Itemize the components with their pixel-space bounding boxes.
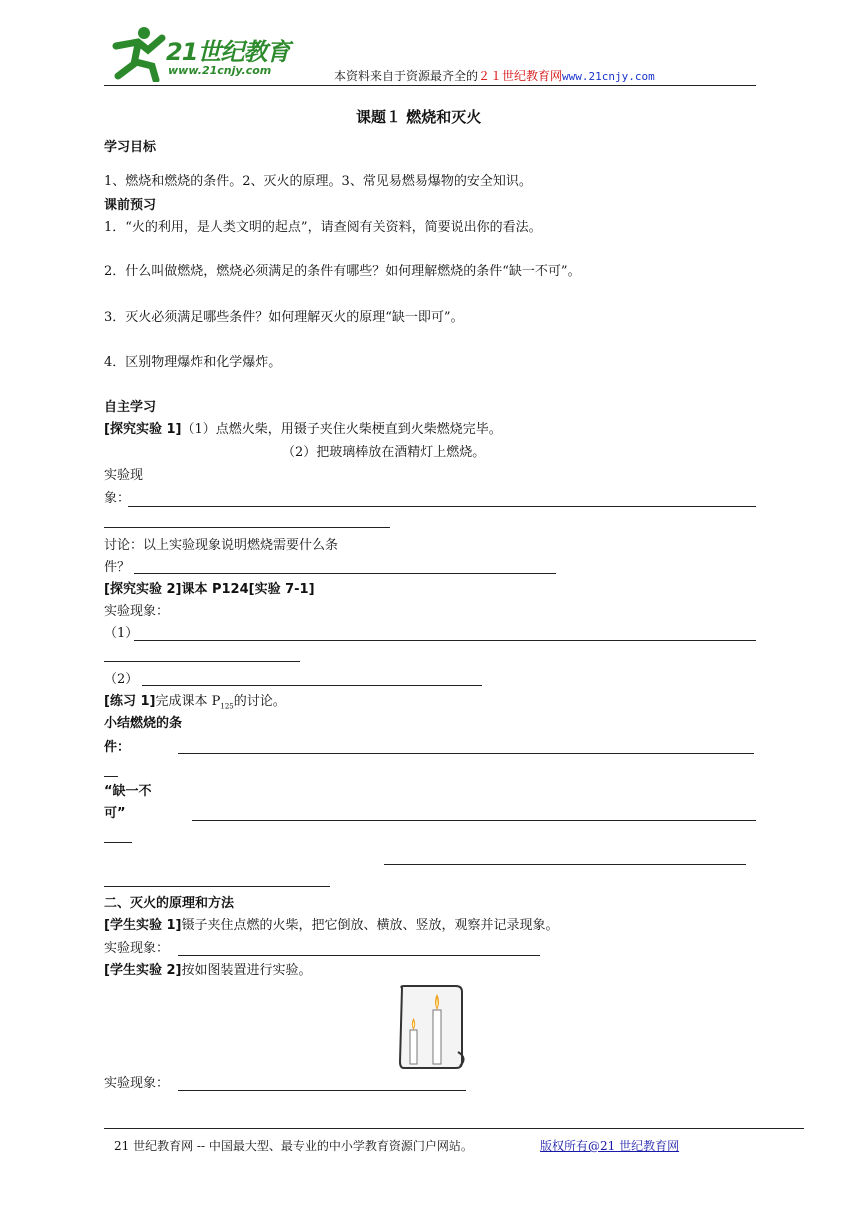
answer-line[interactable] — [104, 776, 118, 777]
practice-line: [练习 1]完成课本 $P_{125}$的讨论。 — [104, 694, 286, 711]
runner-logo-icon — [108, 24, 168, 82]
answer-line[interactable] — [104, 842, 132, 843]
exp2-label: [探究实验 2]课本 P124[实验 7-1] — [104, 582, 315, 597]
lack-label-a: “缺一不 — [104, 784, 152, 799]
site-logo — [108, 24, 308, 84]
footer-rule — [104, 1128, 804, 1129]
logo-url: www.21cnjy.com — [168, 64, 272, 77]
answer-line[interactable] — [178, 955, 540, 956]
footer-copyright-link[interactable]: 版权所有@21 世纪教育网 — [540, 1139, 680, 1153]
goals-heading: 学习目标 — [104, 140, 157, 155]
item2-label: （2） — [104, 672, 139, 687]
header-notice: 本资料来自于资源最齐全的２１世纪教育网www.21cnjy.com — [334, 69, 655, 83]
answer-line[interactable] — [178, 1090, 466, 1091]
answer-line[interactable] — [192, 820, 756, 821]
self-study-heading: 自主学习 — [104, 400, 157, 415]
answer-line[interactable] — [142, 685, 482, 686]
phenomenon-label: 实验现象： — [104, 604, 170, 619]
goals-text: 1、燃烧和燃烧的条件。2、灭火的原理。3、常见易燃易爆物的安全知识。 — [104, 174, 532, 189]
preview-heading: 课前预习 — [104, 198, 157, 213]
discuss-label-b: 件？ — [104, 560, 131, 575]
discuss-label-a: 讨论：以上实验现象说明燃烧需要什么条 — [104, 538, 339, 553]
logo-text: 21世纪教育 — [166, 38, 290, 66]
preview-q2: 2．什么叫做燃烧，燃烧必须满足的条件有哪些？如何理解燃烧的条件“缺一不可”。 — [104, 264, 581, 279]
phenomenon-label-b: 象： — [104, 491, 131, 506]
answer-line[interactable] — [134, 573, 556, 574]
answer-line[interactable] — [104, 886, 330, 887]
exp1-line1: [探究实验 1]（1）点燃火柴，用镊子夹住火柴梗直到火柴燃烧完毕。 — [104, 422, 502, 437]
summary-label-a: 小结燃烧的条 — [104, 716, 183, 731]
candles-beaker-illustration — [396, 982, 468, 1070]
page-title: 课题１ 燃烧和灭火 — [356, 108, 482, 126]
item1-label: （1） — [104, 626, 139, 641]
summary-label-b: 件： — [104, 740, 131, 755]
answer-line[interactable] — [128, 506, 756, 507]
section2-heading: 二、灭火的原理和方法 — [104, 896, 235, 911]
header-rule — [104, 85, 756, 86]
footer-left: 21 世纪教育网 -- 中国最大型、最专业的中小学教育资源门户网站。 — [114, 1139, 473, 1153]
answer-line[interactable] — [178, 753, 754, 754]
phenomenon-label-2: 实验现象： — [104, 941, 170, 956]
preview-q3: 3．灭火必须满足哪些条件？如何理解灭火的原理“缺一即可”。 — [104, 310, 464, 325]
preview-q4: 4．区别物理爆炸和化学爆炸。 — [104, 355, 282, 370]
stu1-line: [学生实验 1]镊子夹住点燃的火柴，把它倒放、横放、竖放，观察并记录现象。 — [104, 918, 559, 933]
phenomenon-label-3: 实验现象： — [104, 1076, 170, 1091]
exp1-line2: （2）把玻璃棒放在酒精灯上燃烧。 — [282, 445, 486, 460]
answer-line[interactable] — [134, 640, 756, 641]
stu2-line: [学生实验 2]按如图装置进行实验。 — [104, 963, 312, 978]
preview-q1: 1．“火的利用，是人类文明的起点”，请查阅有关资料，简要说出你的看法。 — [104, 220, 542, 235]
answer-line[interactable] — [384, 864, 746, 865]
phenomenon-label-a: 实验现 — [104, 468, 144, 483]
answer-line[interactable] — [104, 527, 390, 528]
lack-label-b: 可” — [104, 806, 126, 821]
answer-line[interactable] — [104, 661, 300, 662]
